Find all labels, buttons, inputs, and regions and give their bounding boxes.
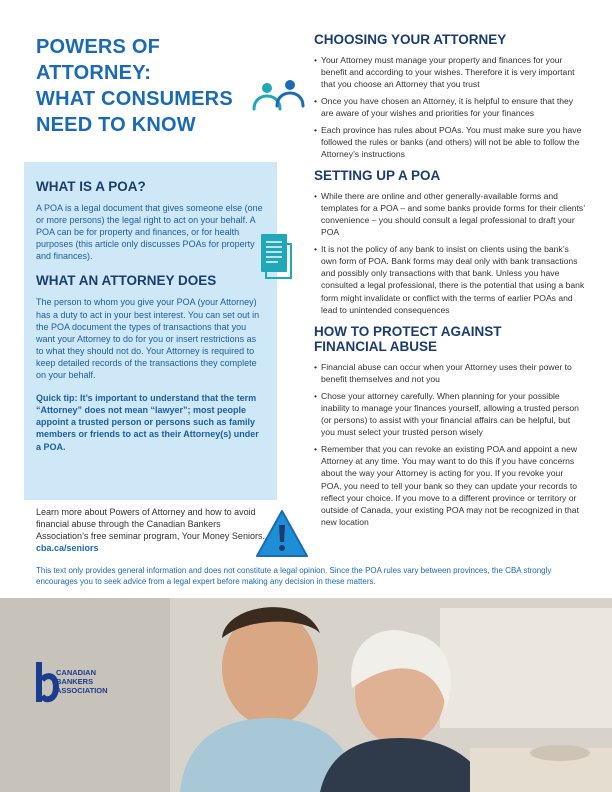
list-item: • Remember that you can revoke an existing POA and appoint a new Attorney at any time. You may want to do this if you have concerns about the way your Attorney is acting for you. If you revoke your POA, you need to tell your bank so they can update your records to reflect your choice. If you move to a different province or territory or outside of Canada, your existing POA may not be recognized in that new location — [314, 443, 586, 528]
list-item: • While there are online and other generally-available forms and templates for a POA – and some banks provide forms for their clients’ convenience – you should consult a legal professional to draft your POA — [314, 190, 586, 238]
disclaimer: This text only provides general information and does not constitute a legal opinion. Since the POA rules vary between provinces, the CBA strongly encourages you to seek advice from a legal expert before making any decision in these matters. — [36, 566, 552, 586]
list-item: • It is not the policy of any bank to insist on clients using the bank’s own form of POA. Bank forms may deal only with bank transactions and possibly only transactions with that bank. Unless you have consulted a legal professional, there is the potential that using a bank form might invalidate or conflict with the terms of earlier POAs and lead to unintended consequences — [314, 243, 586, 316]
document-icon — [258, 232, 294, 280]
seminar-link[interactable]: cba.ca/seniors — [36, 543, 99, 553]
protect-heading-line: HOW TO PROTECT AGAINST — [314, 323, 502, 339]
learn-more — [36, 506, 266, 554]
protect-list — [314, 361, 586, 528]
attorney-text: The person to whom you give your POA (your Attorney) has a duty to act in your best interest. You can set out in the POA document the types of transactions that you want your Attorney to do for you or insert restrictions as to what they should not do. Your Attorney is required to keep detailed records of the transactions they complete on your behalf. — [36, 297, 260, 381]
logo-line: BANKERS — [56, 677, 94, 686]
logo-line: CANADIAN — [56, 668, 96, 677]
what-is-text: A POA is a legal document that gives someone else (one or more persons) the legal right to act on your behalf. A POA can be for property and finances, or for health purposes (this article only discusses POAs for property and finances). — [36, 203, 263, 262]
protect-heading-line: FINANCIAL ABUSE — [314, 339, 438, 355]
list-item: • Once you have chosen an Attorney, it is helpful to ensure that they are aware of your wishes and priorities for your finances — [314, 95, 586, 119]
setting-up-heading: SETTING UP A POA — [314, 168, 441, 184]
quick-tip: Quick tip: It’s important to understand that the term “Attorney” does not mean “lawyer”; most people appoint a trusted person or persons such as family members or friends to act as their Attorney(s) under a POA. — [36, 393, 259, 452]
list-item: • Your Attorney must manage your property and finances for your benefit and according to your wishes. Therefore it is very important that you choose an Attorney that you trust — [314, 54, 586, 90]
choosing-heading: CHOOSING YOUR ATTORNEY — [314, 32, 507, 47]
title-line: WHAT CONSUMERS — [36, 88, 233, 110]
choosing-list — [314, 54, 586, 161]
protect-heading — [314, 324, 586, 355]
warning-icon — [254, 508, 310, 560]
right-column — [314, 32, 586, 536]
list-item: • Chose your attorney carefully. When planning for your possible inability to manage your finances yourself, allowing a trusted person (or persons) to assist with your financial affairs can be helpful, but you must select your trusted person wisely — [314, 390, 586, 438]
title-line: ATTORNEY: — [36, 62, 152, 84]
logo-line: ASSOCIATION — [56, 686, 108, 695]
what-is-heading: WHAT IS A POA? — [36, 179, 146, 194]
list-item: • Each province has rules about POAs. You must make sure you have followed the rules or banks (and others) will not be able to follow the Attorney’s instructions — [314, 124, 586, 160]
setting-up-list — [314, 190, 586, 316]
people-icon — [250, 78, 308, 118]
page-title — [36, 34, 236, 138]
learn-more-text: Learn more about Powers of Attorney and how to avoid financial abuse through the Canadian Bankers Association’s free seminar program, Your Money Seniors. — [36, 507, 265, 541]
logo-text — [56, 668, 108, 695]
info-panel — [24, 162, 277, 500]
title-line: POWERS OF — [36, 36, 161, 58]
list-item: • Financial abuse can occur when your Attorney uses their power to benefit themselves and not you — [314, 361, 586, 385]
title-line: NEED TO KNOW — [36, 114, 196, 136]
attorney-heading: WHAT AN ATTORNEY DOES — [36, 273, 217, 289]
